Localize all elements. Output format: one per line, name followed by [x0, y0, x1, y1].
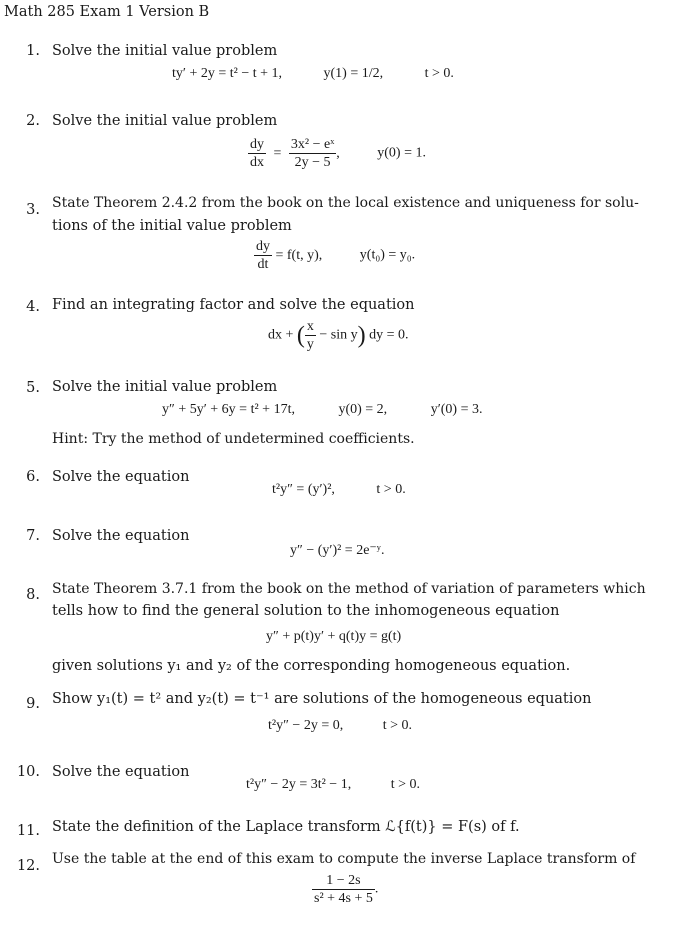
problem-equation: [312, 872, 378, 907]
domain-condition: t > 0.: [382, 718, 413, 733]
problem-number: 4.: [26, 299, 40, 315]
problem-text: Solve the initial value problem: [52, 113, 278, 129]
fraction-denominator: s² + 4s + 5: [314, 891, 373, 906]
problem-number: 3.: [26, 202, 40, 218]
initial-condition-1: y(0) = 2,: [338, 402, 388, 417]
equation-main: y″ + p(t)y′ + q(t)y = g(t): [266, 629, 402, 644]
problem-text: Solve the equation: [52, 764, 190, 780]
fraction-numerator: dy: [250, 137, 264, 152]
problem-text-line-1: State Theorem 3.7.1 from the book on the method of variation of parameters which: [52, 581, 646, 597]
problem-number: 5.: [26, 380, 40, 396]
initial-condition: y(0) = 1.: [377, 145, 426, 161]
fraction-numerator: dy: [256, 239, 270, 254]
problem-text: Find an integrating factor and solve the equation: [52, 297, 415, 313]
problem-equation: [172, 66, 454, 82]
initial-condition: y(1) = 1/2,: [323, 66, 384, 81]
open-paren: (: [296, 322, 305, 349]
problem-number: 2.: [26, 113, 40, 129]
fraction-numerator: 1 − 2s: [326, 873, 361, 888]
problem-equation: [248, 136, 426, 171]
fraction-numerator: 3x² − eˣ: [290, 137, 335, 152]
problem-text-line-2: tions of the initial value problem: [52, 218, 292, 234]
problem-text-line-1: State Theorem 2.4.2 from the book on the local existence and uniqueness for solu-: [52, 195, 639, 211]
problem-number: 10.: [16, 764, 40, 780]
equals-sign: =: [273, 145, 282, 161]
problem-equation: [290, 542, 384, 559]
fraction-denominator: dx: [250, 155, 264, 170]
equation-main: t²y″ = (y′)²,: [272, 482, 335, 497]
equation-end: dy = 0.: [369, 327, 409, 343]
problem-text: Use the table at the end of this exam to compute the inverse Laplace transform of: [52, 851, 636, 867]
equation-main: y″ − (y′)² = 2e⁻ʸ.: [290, 543, 385, 558]
problem-number: 7.: [26, 528, 40, 544]
close-paren: ): [357, 322, 366, 349]
domain-condition: t > 0.: [390, 777, 420, 792]
problem-equation: [268, 718, 412, 734]
period: .: [374, 881, 379, 897]
problem-text: Solve the initial value problem: [52, 43, 278, 59]
derivative-fraction: [254, 238, 272, 273]
rhs-fraction: [289, 136, 336, 171]
problem-equation: [162, 402, 482, 418]
problem-text: Solve the equation: [52, 528, 190, 544]
fraction-denominator: dt: [254, 255, 272, 273]
problem-equation: [254, 238, 415, 273]
equation-start: dx +: [268, 327, 294, 343]
problem-text: Solve the initial value problem: [52, 379, 278, 395]
laplace-fraction: [312, 872, 375, 907]
equation-main: t²y″ − 2y = 3t² − 1,: [246, 777, 352, 792]
problem-number: 8.: [26, 587, 40, 603]
problem-text: Solve the equation: [52, 469, 190, 485]
problem-number: 9.: [26, 696, 40, 712]
problem-number: 12.: [16, 858, 40, 874]
domain-condition: t > 0.: [376, 482, 406, 497]
problem-number: 6.: [26, 469, 40, 485]
equation-rhs: = f(t, y),: [275, 247, 323, 263]
equation-main: ty′ + 2y = t² − t + 1,: [172, 66, 283, 81]
equation-main: y″ + 5y′ + 6y = t² + 17t,: [162, 402, 295, 417]
problem-text-line-3: given solutions y₁ and y₂ of the corresponding homogeneous equation.: [52, 658, 571, 674]
x-over-y-fraction: [305, 318, 316, 353]
problem-text: State the definition of the Laplace transform ℒ{f(t)} = F(s) of f.: [52, 819, 520, 835]
problem-equation: [266, 629, 401, 645]
problem-text-line-2: tells how to find the general solution to the inhomogeneous equation: [52, 603, 560, 619]
sine-term: − sin y: [319, 327, 358, 343]
exam-title: Math 285 Exam 1 Version B: [4, 4, 210, 20]
problem-equation: [246, 777, 420, 793]
fraction-denominator: 2y − 5: [289, 153, 336, 171]
domain-condition: t > 0.: [424, 66, 454, 81]
problem-number: 11.: [16, 823, 40, 839]
problem-equation: [272, 482, 406, 498]
problem-hint: Hint: Try the method of undetermined coefficients.: [52, 431, 415, 447]
problem-number: 1.: [26, 43, 40, 59]
initial-condition: y(t₀) = y₀.: [359, 247, 416, 263]
fraction-denominator: y: [306, 337, 314, 352]
comma: ,: [336, 145, 340, 161]
initial-condition-2: y′(0) = 3.: [430, 402, 483, 417]
derivative-fraction: [248, 136, 266, 171]
equation-main: t²y″ − 2y = 0,: [268, 718, 344, 733]
fraction-numerator: x: [306, 319, 314, 334]
problem-equation: [268, 318, 409, 353]
problem-text: Show y₁(t) = t² and y₂(t) = t⁻¹ are solutions of the homogeneous equation: [52, 691, 592, 707]
